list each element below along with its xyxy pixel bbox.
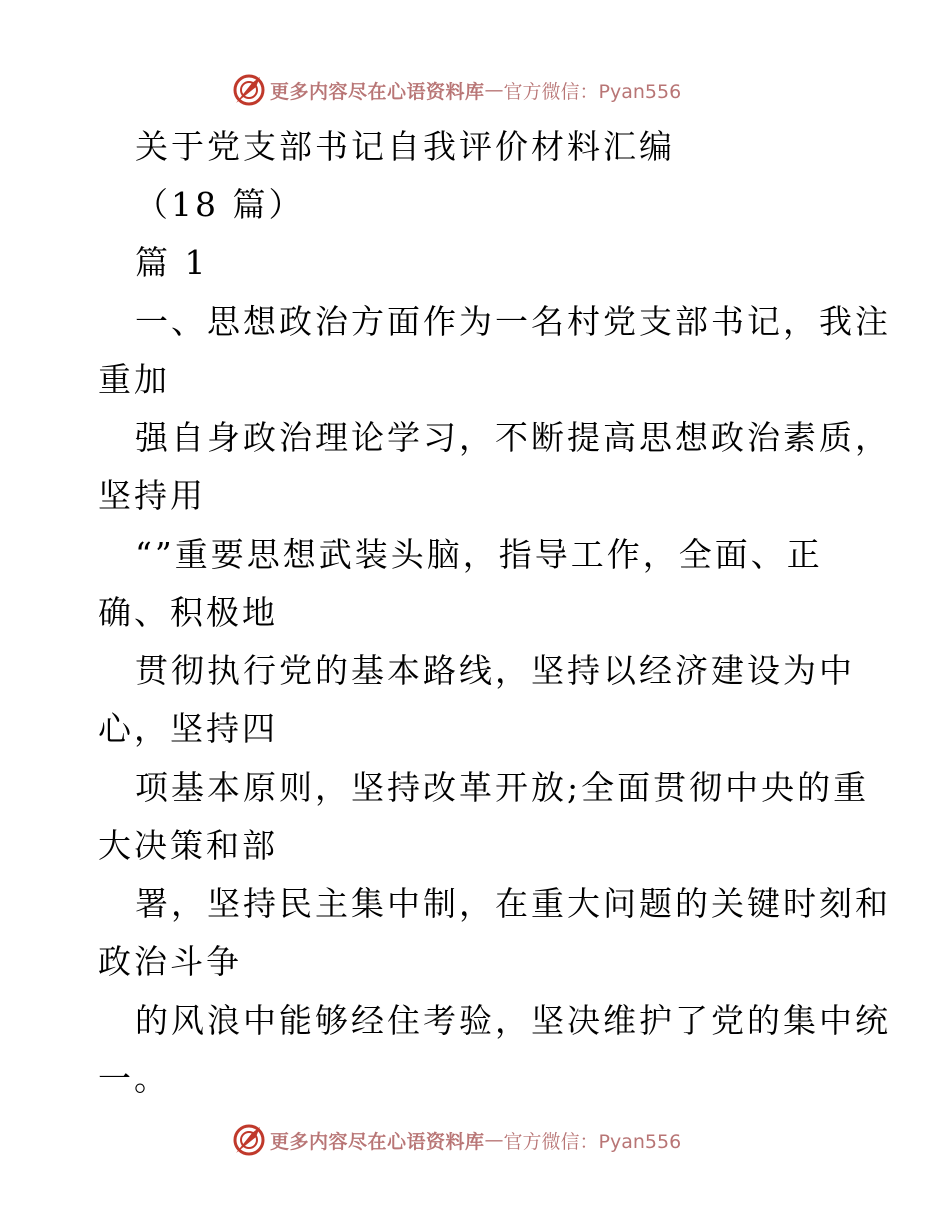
paragraph-line: 一、思想政治方面作为一名村党支部书记，我注 [135,302,891,341]
paragraph-line: 的风浪中能够经住考验，坚决维护了党的集中统 [135,1001,891,1040]
paragraph-line: “”重要思想武装头脑，指导工作，全面、正 [135,535,823,574]
paragraph-line: 署，坚持民主集中制，在重大问题的关键时刻和 [135,884,891,923]
quill-logo-icon [232,1123,266,1157]
header-watermark [232,70,681,110]
paragraph-line: 心，坚持四 [98,709,278,748]
watermark-wechat: 官方微信：Pyan556 [503,80,682,103]
watermark-text: 更多内容尽在心语资料库 [270,1130,485,1153]
watermark-separator: — [484,1129,504,1151]
footer-watermark [232,1120,681,1160]
section-heading: 篇 1 [135,243,209,282]
watermark-separator: — [484,79,504,101]
paragraph-line: 重加 [98,360,170,399]
paragraph-line: 贯彻执行党的基本路线，坚持以经济建设为中 [135,651,855,690]
paragraph-line: 强自身政治理论学习，不断提高思想政治素质， [135,418,891,457]
paragraph-line: 项基本原则，坚持改革开放;全面贯彻中央的重 [135,768,870,807]
watermark-wechat: 官方微信：Pyan556 [503,1130,682,1153]
paragraph-line: 坚持用 [98,476,206,515]
paragraph-line: 确、积极地 [98,593,278,632]
paragraph-line: 大决策和部 [98,826,278,865]
paragraph-line: 一。 [98,1059,170,1098]
document-count: （18 篇） [135,185,305,224]
document-title: 关于党支部书记自我评价材料汇编 [135,127,675,166]
quill-logo-icon [232,73,266,107]
paragraph-line: 政治斗争 [98,942,242,981]
watermark-text: 更多内容尽在心语资料库 [270,80,485,103]
